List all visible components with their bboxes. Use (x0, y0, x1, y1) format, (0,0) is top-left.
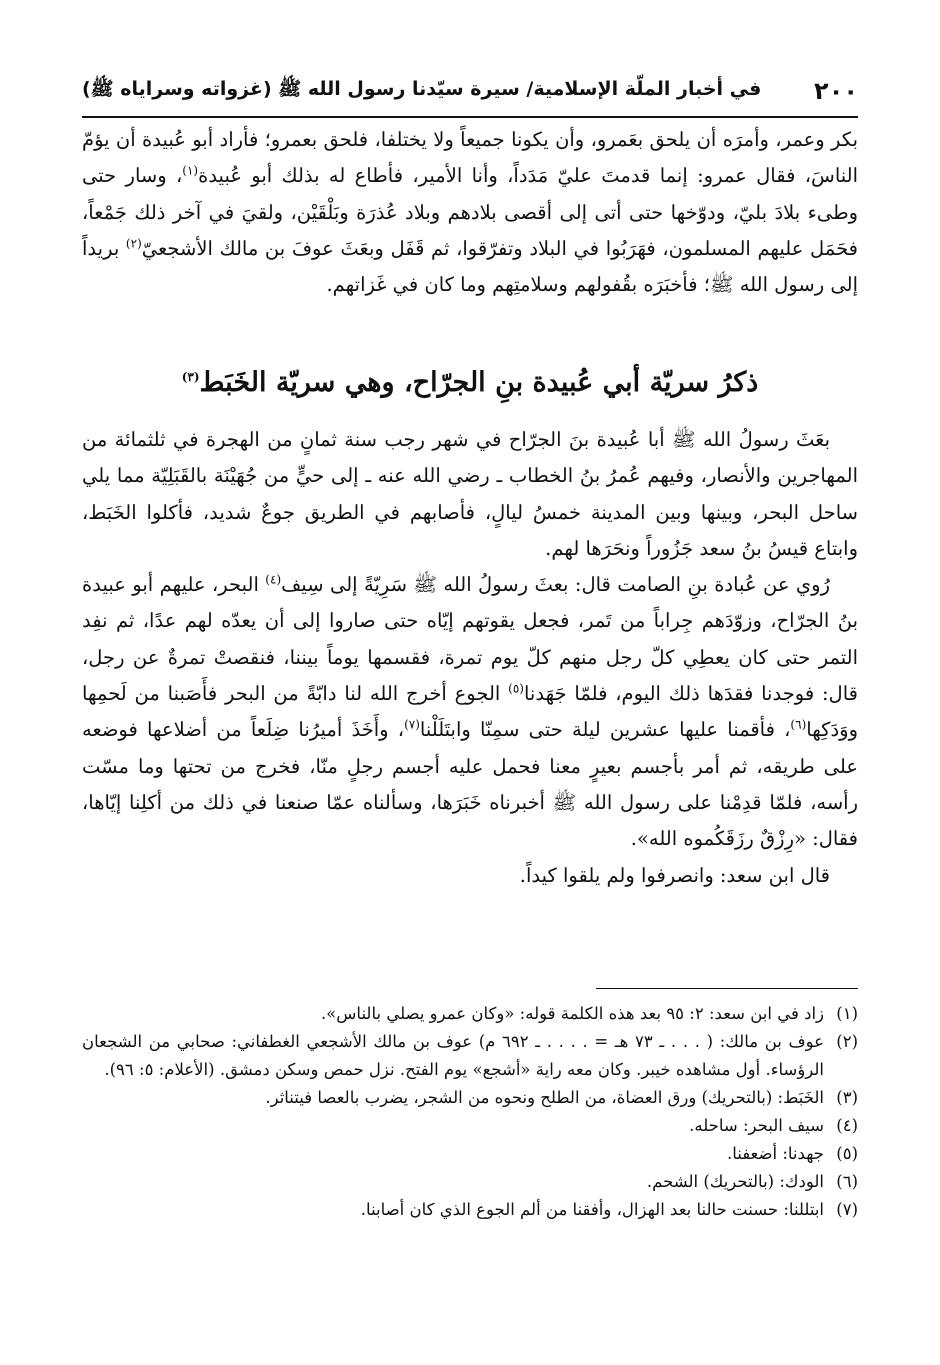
footnote-number: (٢) (836, 1032, 858, 1051)
footnote-text: جهدنا: أضعفنا. (726, 1144, 824, 1163)
footnote-item (82, 1140, 858, 1168)
footnote-text: عوف بن مالك: ( . . . ـ ٧٣ هـ = . . . . ـ ٦٩٢ م) عوف بن مالك الأشجعي الغطفاني: صحابي من الشجعان الرؤساء. أول مشاهده خيبر. وكان معه راية «أشجع» يوم الفتح. نزل حمص وسكن دمشق. (الأعلام: ٥: ٩٦). (82, 1032, 824, 1079)
footnote-text: الخَبَط: (بالتحريك) ورق العضاة، من الطلح ونحوه من الشجر، يضرب بالعصا فيتناثر. (265, 1088, 824, 1107)
section-heading (82, 358, 858, 408)
footnote-item (82, 1196, 858, 1224)
footnote-text: سيف البحر: ساحله. (689, 1116, 824, 1135)
opening-text-part-2: ، وسار حتى وطىء بلادَ بليّ، ودوّخها حتى أتى إلى أقصى بلادهم وبلاد عُذرَة وبَلْقَيْن، ولقيَ في آخر ذلك جَمْعاً، فحَمَل عليهم المسلمون، فهَرَبُوا في البلاد وتفرّقوا، ثم قَفَل وبعَثَ عوفَ بن مالك الأشجعيّ (82, 164, 858, 260)
footnote-number: (٧) (836, 1200, 858, 1219)
footnote-number: (١) (836, 1004, 858, 1023)
footnote-number: (٦) (836, 1172, 858, 1191)
narration-part-2: البحر، عليهم أبو عبيدة بنُ الجرّاح، وزوّدَهم جِراباً من تَمر، فجعل يقوتهم إيّاه حتى صاروا إلى أن يعدّه لهم عدًا، ثم نفِد التمر حتى كان يعطِي كلّ رجل منهم كلّ يوم تمرة، فقسمها يوماً بيننا، فنقصتْ تمرةٌ عن رجل، قال: فوجدنا فقدَها ذلك اليوم، فلمّا جَهَدنا (82, 573, 858, 706)
footnotes (82, 1000, 858, 1224)
footnote-ref-7: (٧) (404, 717, 420, 732)
opening-text-part-1: بكر وعمر، وأمرَه أن يلحق بعَمرو، وأن يكونا جميعاً ولا يختلفا، فلحق بعمرو؛ فأراد أبو عُبيدة أن يؤمّ الناسَ، فقال عمرو: إنما قدمتَ عليّ مَدَداً، وأنا الأمير، فأطاع له بذلك أبو عُبيدة (82, 128, 859, 188)
footnote-item (82, 1084, 858, 1112)
page-header (82, 68, 858, 114)
footnote-item (82, 1112, 858, 1140)
footnote-item (82, 1168, 858, 1196)
section-title-text: ذكرُ سريّة أبي عُبيدة بنِ الجرّاح، وهي سريّة الخَبَط (199, 367, 759, 398)
header-rule (82, 116, 858, 118)
footnote-ref-6: (٦) (790, 717, 807, 732)
opening-text-part-3: بريداً إلى رسول الله ﷺ؛ فأخبَرَه بقُفولهم وسلامتِهم وما كان في غَزاتهم. (82, 236, 858, 297)
footnote-ref-5: (٥) (508, 681, 524, 696)
footnote-ref-1: (١) (182, 163, 199, 178)
paragraph-expedition: بعَثَ رسولُ الله ﷺ أبا عُبيدة بنَ الجرّاح في شهر رجب سنة ثمانٍ من الهجرة في ثلثمائة من المهاجرين والأنصار، وفيهم عُمرُ بنُ الخطاب ـ رضي الله عنه ـ إلى حيٍّ من جُهَيْنَة بالقَبَلِيّة مما يلي ساحل البحر، وبينها وبين المدينة خمسُ ليالٍ، فأصابهم في الطريق جوعٌ شديد، فأكلوا الخَبَط، وابتاع قيسُ بنُ سعد جَزُوراً ونحَرَها لهم. (82, 428, 858, 560)
footnote-ref-4: (٤) (265, 572, 282, 587)
page-number: ٢٠٠ (814, 77, 858, 105)
footnote-ref-2: (٢) (125, 236, 142, 251)
section-body (82, 422, 858, 894)
narration-part-5: ، وأَخَذَ أميرُنا ضِلَعاً من أضلاعها فوضعه على طريقه، ثم أمر بأجسم بعيرٍ معنا فحمل عليه أجسم رجلٍ منّا، فخرج من تحتها وما مسّت رأسه، فلمّا قدِمْنا على رسول الله ﷺ أخبرناه خَبَرَها، وسألناه عمّا صنعنا في ذلك من أكلِنا إيّاها، فقال: «رِزْقٌ رزَقَكُموه الله». (82, 718, 858, 851)
footnote-number: (٣) (836, 1088, 858, 1107)
narration-part-3: الجوع أخرج الله لنا دابّةً من البحر فأَصَبنا من لَحمِها ووَدَكِها (82, 682, 858, 742)
footnote-item (82, 1028, 858, 1084)
footnote-number: (٤) (836, 1116, 858, 1135)
paragraph-ibn-saad: قال ابن سعد: وانصرفوا ولم يلقوا كيداً. (519, 863, 830, 887)
footnote-text: الودك: (بالتحريك) الشحم. (646, 1172, 824, 1191)
paragraph-narration (82, 567, 858, 857)
opening-paragraph (82, 122, 858, 303)
footnote-ref-3: (٣) (181, 370, 200, 384)
running-title: في أخبار الملّة الإسلامية/ سيرة سيّدنا رسول الله ﷺ (غزواته وسراياه ﷺ) (82, 78, 762, 100)
narration-part-4: ، فأقمنا عليها عشرين ليلة حتى سمِنّا وابتَلَلْنا (419, 718, 791, 742)
footnote-item (82, 1000, 858, 1028)
footnote-text: ابتللنا: حسنت حالنا بعد الهزال، وأفقنا من ألم الجوع الذي كان أصابنا. (360, 1200, 824, 1219)
footnote-number: (٥) (836, 1144, 858, 1163)
footnote-text: زاد في ابن سعد: ٢: ٩٥ بعد هذه الكلمة قوله: «وكان عمرو يصلي بالناس». (320, 1004, 824, 1023)
narration-part-1: رُوي عن عُبادة بنِ الصامت قال: بعثَ رسولُ الله ﷺ سَرِيّةً إلى سِيف (281, 573, 830, 597)
footnote-separator (596, 988, 858, 989)
